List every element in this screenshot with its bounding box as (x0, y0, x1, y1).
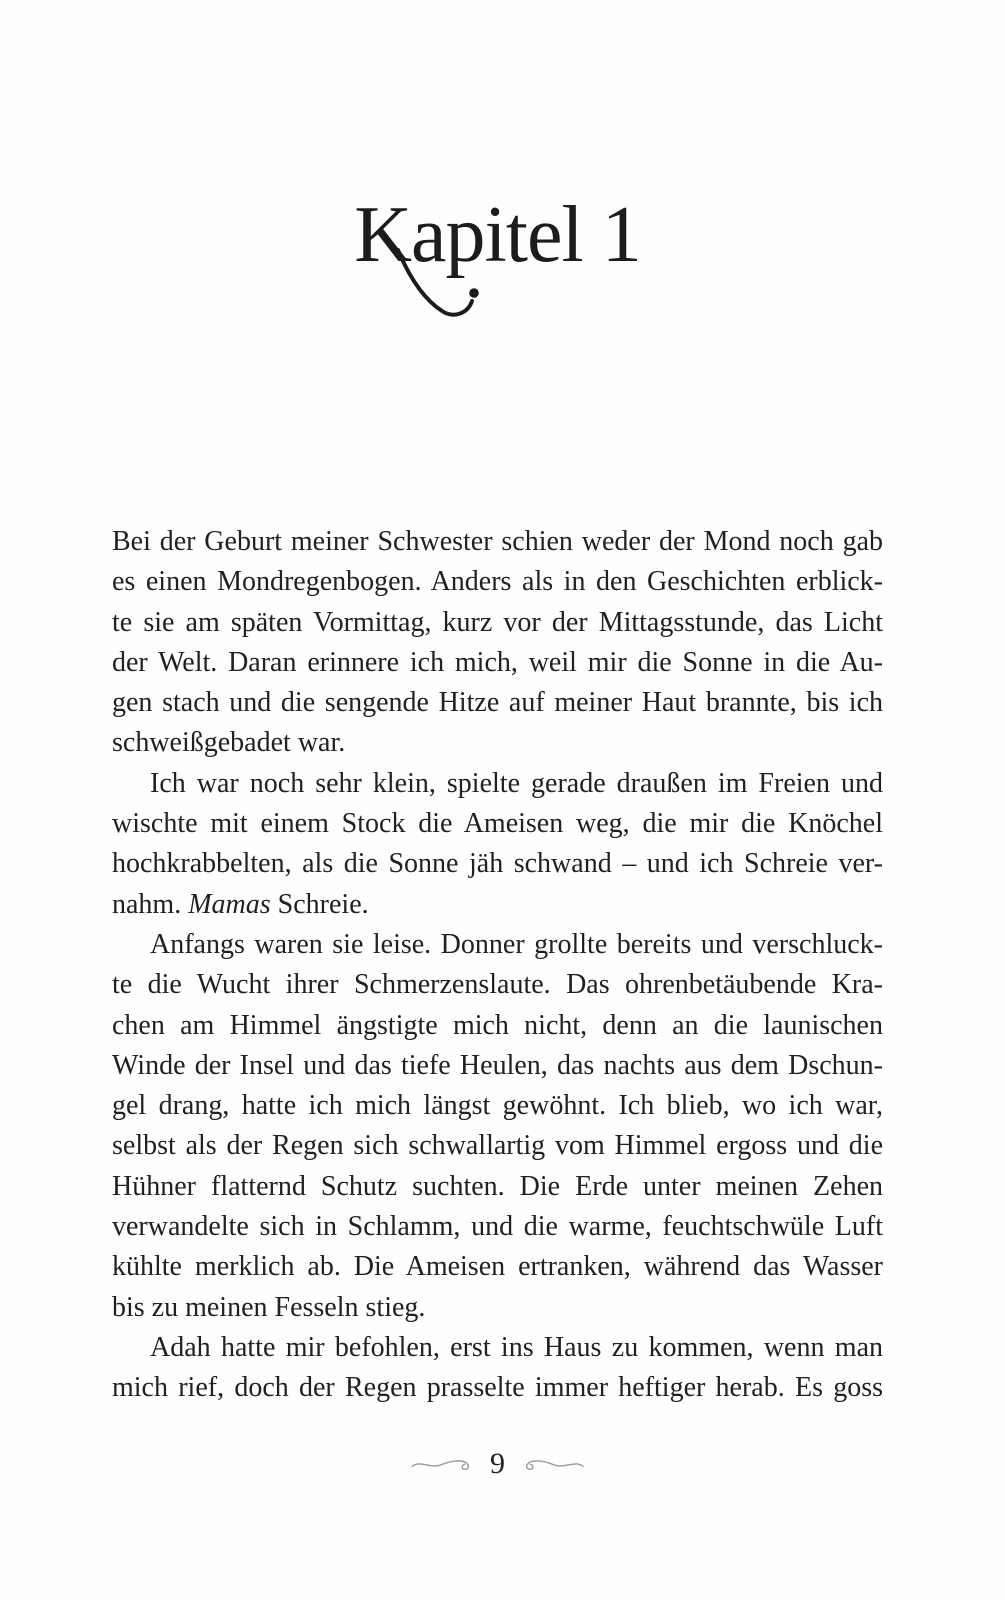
flourish-right-icon (514, 1454, 584, 1474)
chapter-heading: Kapitel 1 (354, 191, 641, 279)
paragraph (112, 925, 883, 1328)
paragraph (112, 522, 883, 764)
page-number: 9 (490, 1447, 505, 1480)
text-line: der Welt. Daran erinnere ich mich, weil mir die Sonne in die Au- (112, 646, 883, 678)
text-line: bis zu meinen Fesseln stieg. (112, 1291, 426, 1323)
text-line: kühlte merklich ab. Die Ameisen ertranken, während das Wasser (112, 1251, 883, 1283)
paragraph (112, 764, 883, 925)
text-line: verwandelte sich in Schlamm, und die warme, feuchtschwüle Luft (112, 1211, 883, 1243)
text-line: schweißgebadet war. (112, 727, 346, 759)
text-line: es einen Mondregenbogen. Anders als in den Geschichten erblick- (112, 566, 883, 598)
text-line: gen stach und die sengende Hitze auf meiner Haut brannte, bis ich (112, 687, 883, 719)
text-line: Hühner flatternd Schutz suchten. Die Erde unter meinen Zehen (112, 1170, 883, 1202)
text-line: Bei der Geburt meiner Schwester schien weder der Mond noch gab (112, 526, 883, 557)
body-text (112, 522, 883, 1409)
text-line: nahm. Mamas Schreie. (112, 888, 369, 920)
page-footer (112, 1449, 883, 1479)
text-line: Anfangs waren sie leise. Donner grollte bereits und verschluck- (150, 928, 883, 960)
text-line: gel drang, hatte ich mich längst gewöhnt. Ich blieb, wo ich war, (112, 1090, 883, 1122)
flourish-left-icon (411, 1454, 481, 1474)
text-line: chen am Himmel ängstigte mich nicht, denn an die launischen (112, 1009, 883, 1041)
text-line: hochkrabbelten, als die Sonne jäh schwand – und ich Schreie ver- (112, 848, 883, 880)
text-line: wischte mit einem Stock die Ameisen weg, die mir die Knöchel (112, 808, 883, 840)
text-line: mich rief, doch der Regen prasselte immer heftiger herab. Es goss (112, 1372, 883, 1404)
text-line: te sie am späten Vormittag, kurz vor der Mittagsstunde, das Licht (112, 606, 883, 638)
text-line: selbst als der Regen sich schwallartig vom Himmel ergoss und die (112, 1130, 883, 1162)
text-line: Ich war noch sehr klein, spielte gerade draußen im Freien und (150, 767, 883, 799)
text-line: Adah hatte mir befohlen, erst ins Haus zu kommen, wenn man (150, 1331, 883, 1363)
text-line: Winde der Insel und das tiefe Heulen, das nachts aus dem Dschun- (112, 1049, 883, 1081)
text-line: te die Wucht ihrer Schmerzenslaute. Das ohrenbetäubende Kra- (112, 969, 883, 1001)
paragraph (112, 1328, 883, 1409)
